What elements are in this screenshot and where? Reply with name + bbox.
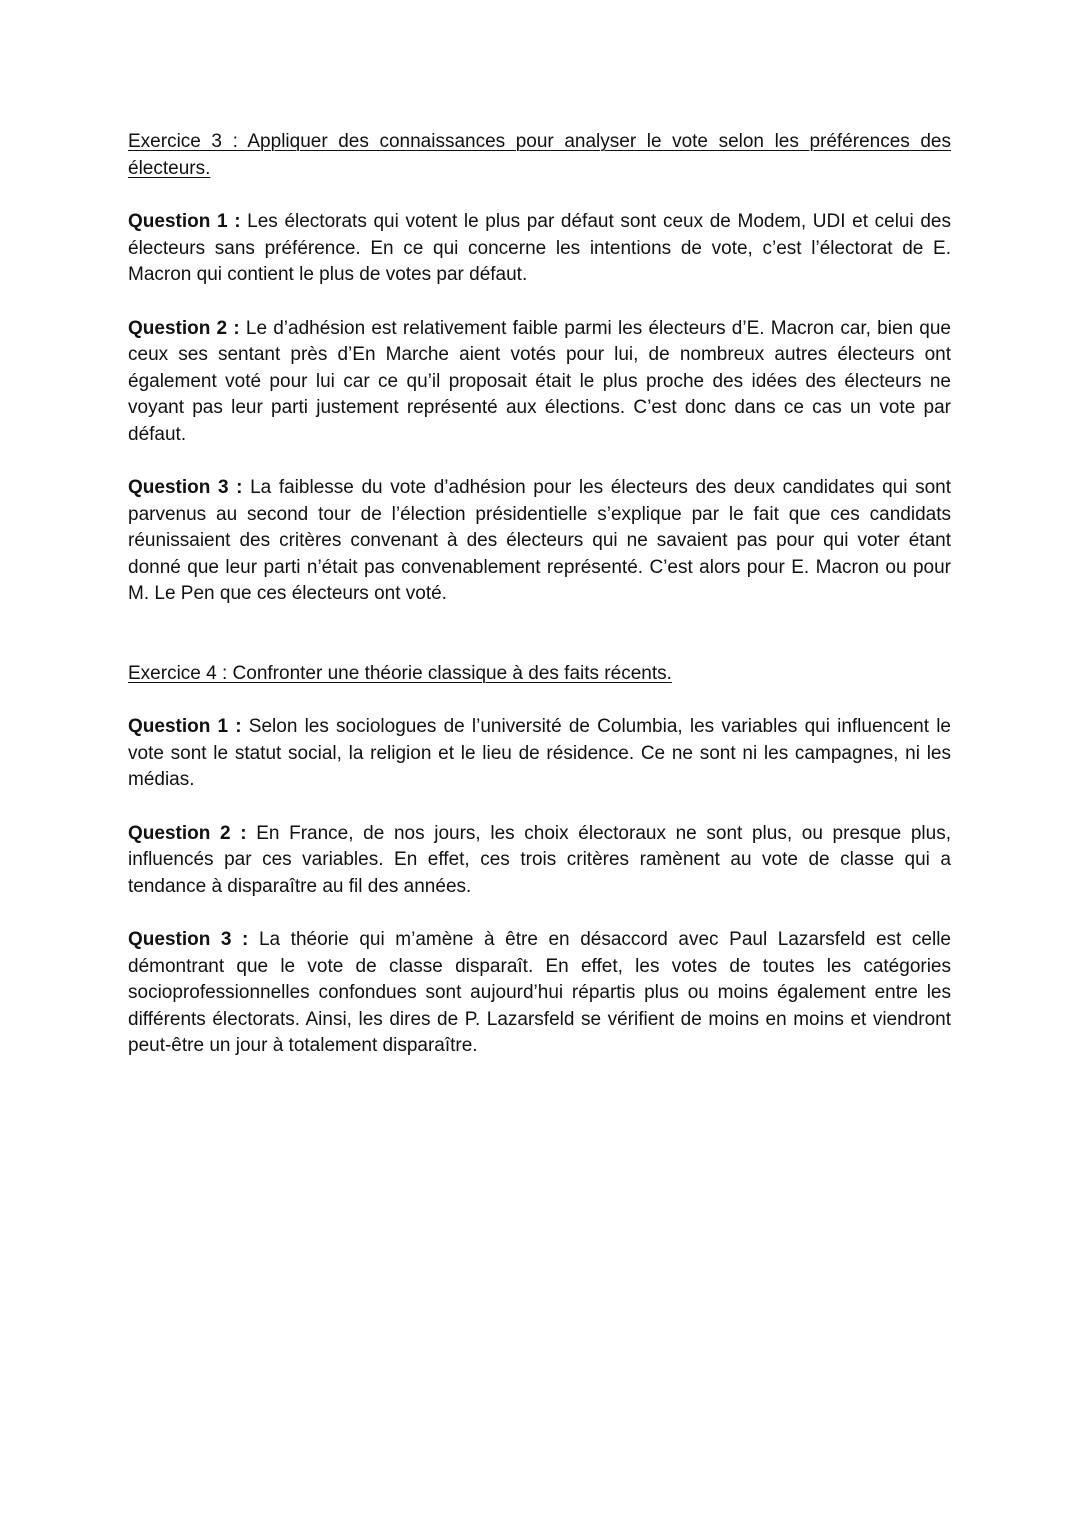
question-text: La théorie qui m’amène à être en désaccord avec Paul Lazarsfeld est celle démontrant que le vote de classe disparaît. En effet, les votes de toutes les catégories socioprofessionnelles confondues sont aujourd’hui répartis plus ou moins également entre les différents électorats. Ainsi, les dires de P. Lazarsfeld se vérifient de moins en moins et viendront peut-être un jour à totalement disparaître. bbox=[128, 929, 951, 1056]
question-text: La faiblesse du vote d’adhésion pour les électeurs des deux candidates qui sont parvenus au second tour de l’élection présidentielle s’explique par le fait que ces candidats réunissaient des critères convenant à des électeurs qui ne savaient pas pour qui voter étant donné que leur parti n’était pas convenablement représenté. C’est alors pour E. Macron ou pour M. Le Pen que ces électeurs ont voté. bbox=[128, 477, 951, 604]
question-label: Question 1 : bbox=[128, 716, 242, 737]
exercise-3-question-2 bbox=[128, 316, 951, 449]
question-label: Question 1 : bbox=[128, 211, 241, 232]
question-text: Le d’adhésion est relativement faible parmi les électeurs d’E. Macron car, bien que ceux ses sentant près d’En Marche aient votés pour lui, de nombreux autres électeurs ont également voté pour lui car ce qu’il proposait était le plus proche des idées des électeurs ne voyant pas leur parti justement représenté aux élections. C’est donc dans ce cas un vote par défaut. bbox=[128, 317, 951, 445]
exercise-4-heading: Exercice 4 : Confronter une théorie classique à des faits récents. bbox=[128, 662, 672, 684]
question-text: En France, de nos jours, les choix électoraux ne sont plus, ou presque plus, influencés par ces variables. En effet, ces trois critères ramènent au vote de classe qui a tendance à disparaître au fil des années. bbox=[128, 822, 951, 897]
question-text: Les électorats qui votent le plus par défaut sont ceux de Modem, UDI et celui des électeurs sans préférence. En ce qui concerne les intentions de vote, c’est l’électorat de E. Macron qui contient le plus de votes par défaut. bbox=[128, 211, 951, 285]
question-label: Question 2 : bbox=[128, 317, 240, 339]
exercise-4-question-1 bbox=[128, 714, 951, 794]
exercise-3-heading: Exercice 3 : Appliquer des connaissances pour analyser le vote selon les préférences des électeurs. bbox=[128, 131, 951, 179]
exercise-3-question-1 bbox=[128, 209, 951, 289]
question-label: Question 3 : bbox=[128, 929, 249, 950]
exercise-4-question-3 bbox=[128, 927, 951, 1060]
question-label: Question 3 : bbox=[128, 477, 243, 498]
document-content bbox=[128, 129, 951, 1060]
question-text: Selon les sociologues de l’université de Columbia, les variables qui influencent le vote sont le statut social, la religion et le lieu de résidence. Ce ne sont ni les campagnes, ni les médias. bbox=[128, 716, 951, 790]
exercise-4-question-2 bbox=[128, 821, 951, 901]
exercise-3-question-3 bbox=[128, 475, 951, 608]
question-label: Question 2 : bbox=[128, 822, 247, 844]
